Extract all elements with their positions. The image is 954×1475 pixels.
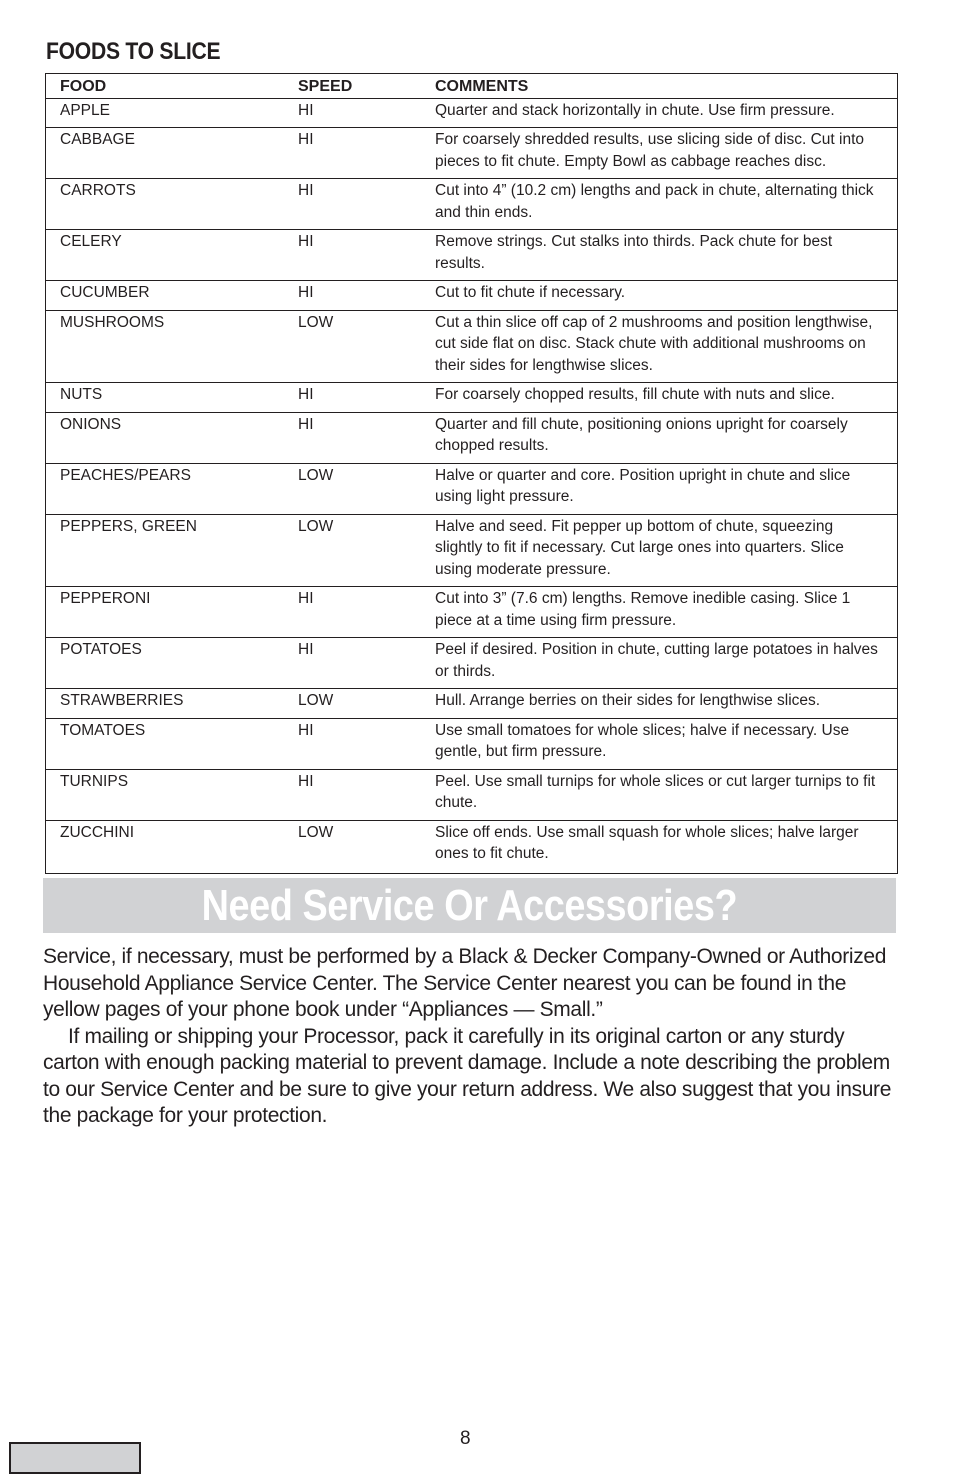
speed-cell: HI xyxy=(298,179,435,230)
service-paragraph: Service, if necessary, must be performed by a Black & Decker Company-Owned or Authorized Household Appliance Service Center. The Service Center nearest you can be found in the yellow pages of your phone book under “Appliances — Small.” xyxy=(43,945,887,1021)
food-cell: STRAWBERRIES xyxy=(46,689,299,719)
speed-cell: HI xyxy=(298,638,435,689)
table-row xyxy=(46,587,898,638)
table-row xyxy=(46,638,898,689)
table-row xyxy=(46,514,898,587)
food-cell: CELERY xyxy=(46,230,299,281)
table-header-row xyxy=(46,74,898,99)
food-cell: TOMATOES xyxy=(46,718,299,769)
table-row xyxy=(46,769,898,820)
corner-marker-box xyxy=(9,1442,141,1474)
comments-cell: For coarsely chopped results, fill chute with nuts and slice. xyxy=(435,383,898,413)
comments-cell: Quarter and stack horizontally in chute. Use firm pressure. xyxy=(435,98,898,128)
food-cell: APPLE xyxy=(46,98,299,128)
speed-cell: HI xyxy=(298,769,435,820)
table-row xyxy=(46,820,898,873)
speed-cell: HI xyxy=(298,230,435,281)
food-cell: MUSHROOMS xyxy=(46,310,299,383)
comments-cell: Peel if desired. Position in chute, cutting large potatoes in halves or thirds. xyxy=(435,638,898,689)
food-cell: ONIONS xyxy=(46,412,299,463)
column-header-food: FOOD xyxy=(46,74,299,99)
page-number: 8 xyxy=(460,1428,471,1449)
food-cell: POTATOES xyxy=(46,638,299,689)
table-row xyxy=(46,463,898,514)
table-row xyxy=(46,98,898,128)
service-paragraph: If mailing or shipping your Processor, pack it carefully in its original carton or any sturdy carton with enough packing material to prevent damage. Include a note describing the problem to our Service Center and be sure to give your return address. We also suggest that you insure the package for your protection. xyxy=(43,1024,892,1127)
table-row xyxy=(46,128,898,179)
comments-cell: Hull. Arrange berries on their sides for lengthwise slices. xyxy=(435,689,898,719)
food-cell: CARROTS xyxy=(46,179,299,230)
foods-to-slice-table xyxy=(45,73,898,874)
food-cell: PEPPERS, GREEN xyxy=(46,514,299,587)
table-row xyxy=(46,230,898,281)
comments-cell: Cut to fit chute if necessary. xyxy=(435,281,898,311)
speed-cell: HI xyxy=(298,718,435,769)
food-cell: TURNIPS xyxy=(46,769,299,820)
comments-cell: Cut into 4” (10.2 cm) lengths and pack in chute, alternating thick and thin ends. xyxy=(435,179,898,230)
comments-cell: Remove strings. Cut stalks into thirds. Pack chute for best results. xyxy=(435,230,898,281)
table-row xyxy=(46,310,898,383)
food-cell: PEPPERONI xyxy=(46,587,299,638)
column-header-comments: COMMENTS xyxy=(435,74,898,99)
table-row xyxy=(46,412,898,463)
speed-cell: LOW xyxy=(298,463,435,514)
speed-cell: HI xyxy=(298,587,435,638)
food-cell: NUTS xyxy=(46,383,299,413)
comments-cell: Cut into 3” (7.6 cm) lengths. Remove inedible casing. Slice 1 piece at a time using firm pressure. xyxy=(435,587,898,638)
speed-cell: LOW xyxy=(298,514,435,587)
food-cell: CUCUMBER xyxy=(46,281,299,311)
speed-cell: LOW xyxy=(298,820,435,873)
service-heading: Need Service Or Accessories? xyxy=(201,881,738,930)
speed-cell: HI xyxy=(298,412,435,463)
speed-cell: LOW xyxy=(298,689,435,719)
table-row xyxy=(46,718,898,769)
speed-cell: HI xyxy=(298,281,435,311)
comments-cell: Use small tomatoes for whole slices; halve if necessary. Use gentle, but firm pressure. xyxy=(435,718,898,769)
food-cell: CABBAGE xyxy=(46,128,299,179)
service-heading-banner xyxy=(43,878,896,933)
service-body xyxy=(43,944,903,1130)
table-row xyxy=(46,179,898,230)
table-row xyxy=(46,689,898,719)
speed-cell: HI xyxy=(298,98,435,128)
comments-cell: Cut a thin slice off cap of 2 mushrooms and position lengthwise, cut side flat on disc. Stack chute with additional mushrooms on their sides for lengthwise slices. xyxy=(435,310,898,383)
speed-cell: HI xyxy=(298,128,435,179)
comments-cell: Quarter and fill chute, positioning onions upright for coarsely chopped results. xyxy=(435,412,898,463)
comments-cell: Slice off ends. Use small squash for whole slices; halve larger ones to fit chute. xyxy=(435,820,898,873)
comments-cell: Peel. Use small turnips for whole slices or cut larger turnips to fit chute. xyxy=(435,769,898,820)
food-cell: ZUCCHINI xyxy=(46,820,299,873)
speed-cell: HI xyxy=(298,383,435,413)
section-title: FOODS TO SLICE xyxy=(46,38,221,65)
comments-cell: Halve and seed. Fit pepper up bottom of chute, squeezing slightly to fit if necessary. Cut large ones into quarters. Slice using moderate pressure. xyxy=(435,514,898,587)
food-cell: PEACHES/PEARS xyxy=(46,463,299,514)
comments-cell: Halve or quarter and core. Position upright in chute and slice using light pressure. xyxy=(435,463,898,514)
table-row xyxy=(46,281,898,311)
speed-cell: LOW xyxy=(298,310,435,383)
table-row xyxy=(46,383,898,413)
comments-cell: For coarsely shredded results, use slicing side of disc. Cut into pieces to fit chute. Empty Bowl as cabbage reaches disc. xyxy=(435,128,898,179)
column-header-speed: SPEED xyxy=(298,74,435,99)
